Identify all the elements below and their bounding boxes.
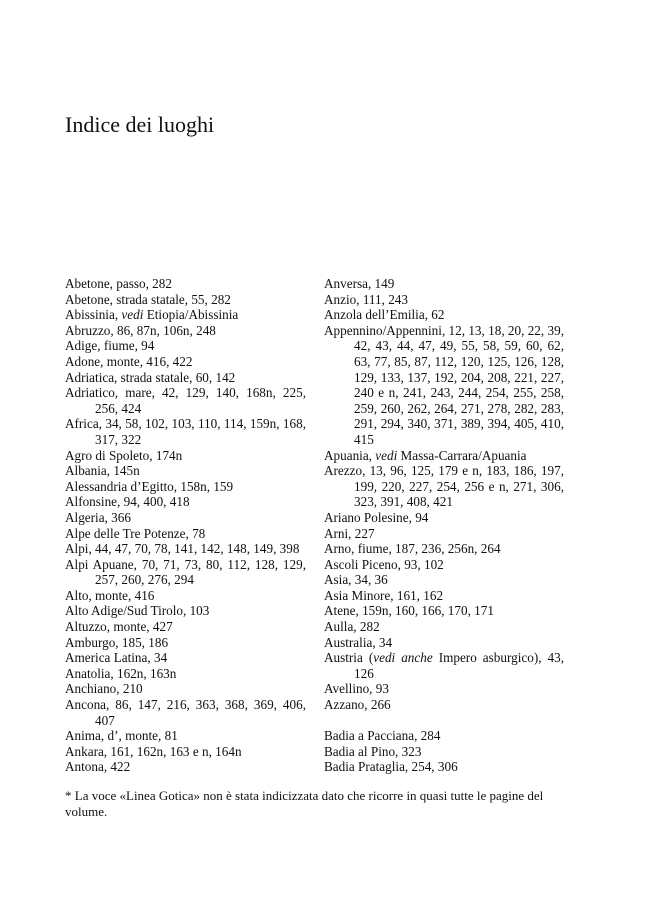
index-entry: Azzano, 266 bbox=[324, 697, 391, 713]
index-entry: Anima, d’, monte, 81 bbox=[65, 728, 178, 744]
index-entry: Antona, 422 bbox=[65, 759, 131, 775]
index-entry: Badia al Pino, 323 bbox=[324, 743, 422, 759]
index-entry: Arni, 227 bbox=[324, 525, 375, 541]
letter-group-gap bbox=[324, 713, 564, 729]
index-column-left bbox=[65, 276, 306, 775]
index-entry: Alpi Apuane, 70, 71, 73, 80, 112, 128, 129, 257, 260, 276, 294 bbox=[65, 556, 306, 588]
index-entry: Arno, fiume, 187, 236, 256n, 264 bbox=[324, 541, 501, 557]
index-entry: Abissinia, vedi Etiopia/Abissinia bbox=[65, 307, 239, 323]
index-entry: Austria (vedi anche Impero asburgico), 43, 126 bbox=[324, 650, 565, 681]
index-entry: America Latina, 34 bbox=[65, 650, 168, 666]
index-entry: Anzola dell’Emilia, 62 bbox=[324, 307, 445, 323]
index-entry: Anchiano, 210 bbox=[65, 681, 143, 697]
index-entry: Badia Prataglia, 254, 306 bbox=[324, 759, 458, 775]
index-entry: Ancona, 86, 147, 216, 363, 368, 369, 406, 407 bbox=[65, 697, 306, 728]
index-entry: Ankara, 161, 162n, 163 e n, 164n bbox=[65, 743, 242, 759]
index-column-right bbox=[324, 276, 564, 775]
index-entry: Anversa, 149 bbox=[324, 276, 395, 291]
index-entry: Anzio, 111, 243 bbox=[324, 291, 408, 307]
index-entry: Alpe delle Tre Potenze, 78 bbox=[65, 525, 206, 541]
index-entry: Adone, monte, 416, 422 bbox=[65, 353, 193, 369]
index-entry: Abetone, passo, 282 bbox=[65, 276, 172, 291]
index-entry: Adriatica, strada statale, 60, 142 bbox=[65, 369, 236, 385]
index-entry: Africa, 34, 58, 102, 103, 110, 114, 159n, 168, 317, 322 bbox=[65, 416, 306, 447]
index-entry: Ariano Polesine, 94 bbox=[324, 509, 429, 525]
index-entry: Appennino/Appennini, 12, 13, 18, 20, 22, 39, 42, 43, 44, 47, 49, 55, 58, 59, 60, 62, 63, 77, 85, 87, 112, 120, 125, 126, 128, 129, 133, 137, 192, 204, 208, 221, 227, 240 e n, 241, 243, 244, 254, 255, 258, 259, 260, 262, 264, 271, 278, 282, 283, 291, 294, 340, 371, 389, 394, 405, 410, 415 bbox=[324, 322, 564, 447]
index-entry: Albania, 145n bbox=[65, 463, 140, 479]
index-entry: Algeria, 366 bbox=[65, 509, 131, 525]
index-entry: Alpi, 44, 47, 70, 78, 141, 142, 148, 149, 398 bbox=[65, 541, 300, 557]
index-entry: Arezzo, 13, 96, 125, 179 e n, 183, 186, 197, 199, 220, 227, 254, 256 e n, 271, 306, 323, 391, 408, 421 bbox=[324, 463, 564, 510]
index-entry: Alfonsine, 94, 400, 418 bbox=[65, 494, 190, 510]
index-entry: Apuania, vedi Massa-Carrara/Apuania bbox=[324, 447, 527, 463]
index-entry: Abruzzo, 86, 87n, 106n, 248 bbox=[65, 322, 216, 338]
index-entry: Amburgo, 185, 186 bbox=[65, 634, 169, 650]
index-entry: Abetone, strada statale, 55, 282 bbox=[65, 291, 231, 307]
index-entry: Asia, 34, 36 bbox=[324, 572, 388, 588]
index-entry: Avellino, 93 bbox=[324, 681, 389, 697]
index-entry: Alto Adige/Sud Tirolo, 103 bbox=[65, 603, 210, 619]
index-entry: Anatolia, 162n, 163n bbox=[65, 665, 177, 681]
index-entry: Badia a Pacciana, 284 bbox=[324, 728, 441, 744]
index-entry: Asia Minore, 161, 162 bbox=[324, 587, 444, 603]
index-entry: Aulla, 282 bbox=[324, 619, 380, 635]
index-entry: Agro di Spoleto, 174n bbox=[65, 447, 183, 463]
index-entry: Ascoli Piceno, 93, 102 bbox=[324, 556, 444, 572]
index-entry: Altuzzo, monte, 427 bbox=[65, 619, 173, 635]
index-entry: Adige, fiume, 94 bbox=[65, 338, 155, 354]
page-title: Indice dei luoghi bbox=[65, 112, 215, 137]
index-entry: Adriatico, mare, 42, 129, 140, 168n, 225, 256, 424 bbox=[65, 385, 306, 416]
index-entry: Alessandria d’Egitto, 158n, 159 bbox=[65, 478, 234, 494]
index-entry: Australia, 34 bbox=[324, 634, 393, 650]
index-entry: Alto, monte, 416 bbox=[65, 587, 155, 603]
footnote: * La voce «Linea Gotica» non è stata indicizzata dato che ricorre in quasi tutte le pagine del volume. bbox=[65, 788, 544, 819]
index-entry: Atene, 159n, 160, 166, 170, 171 bbox=[324, 603, 494, 619]
